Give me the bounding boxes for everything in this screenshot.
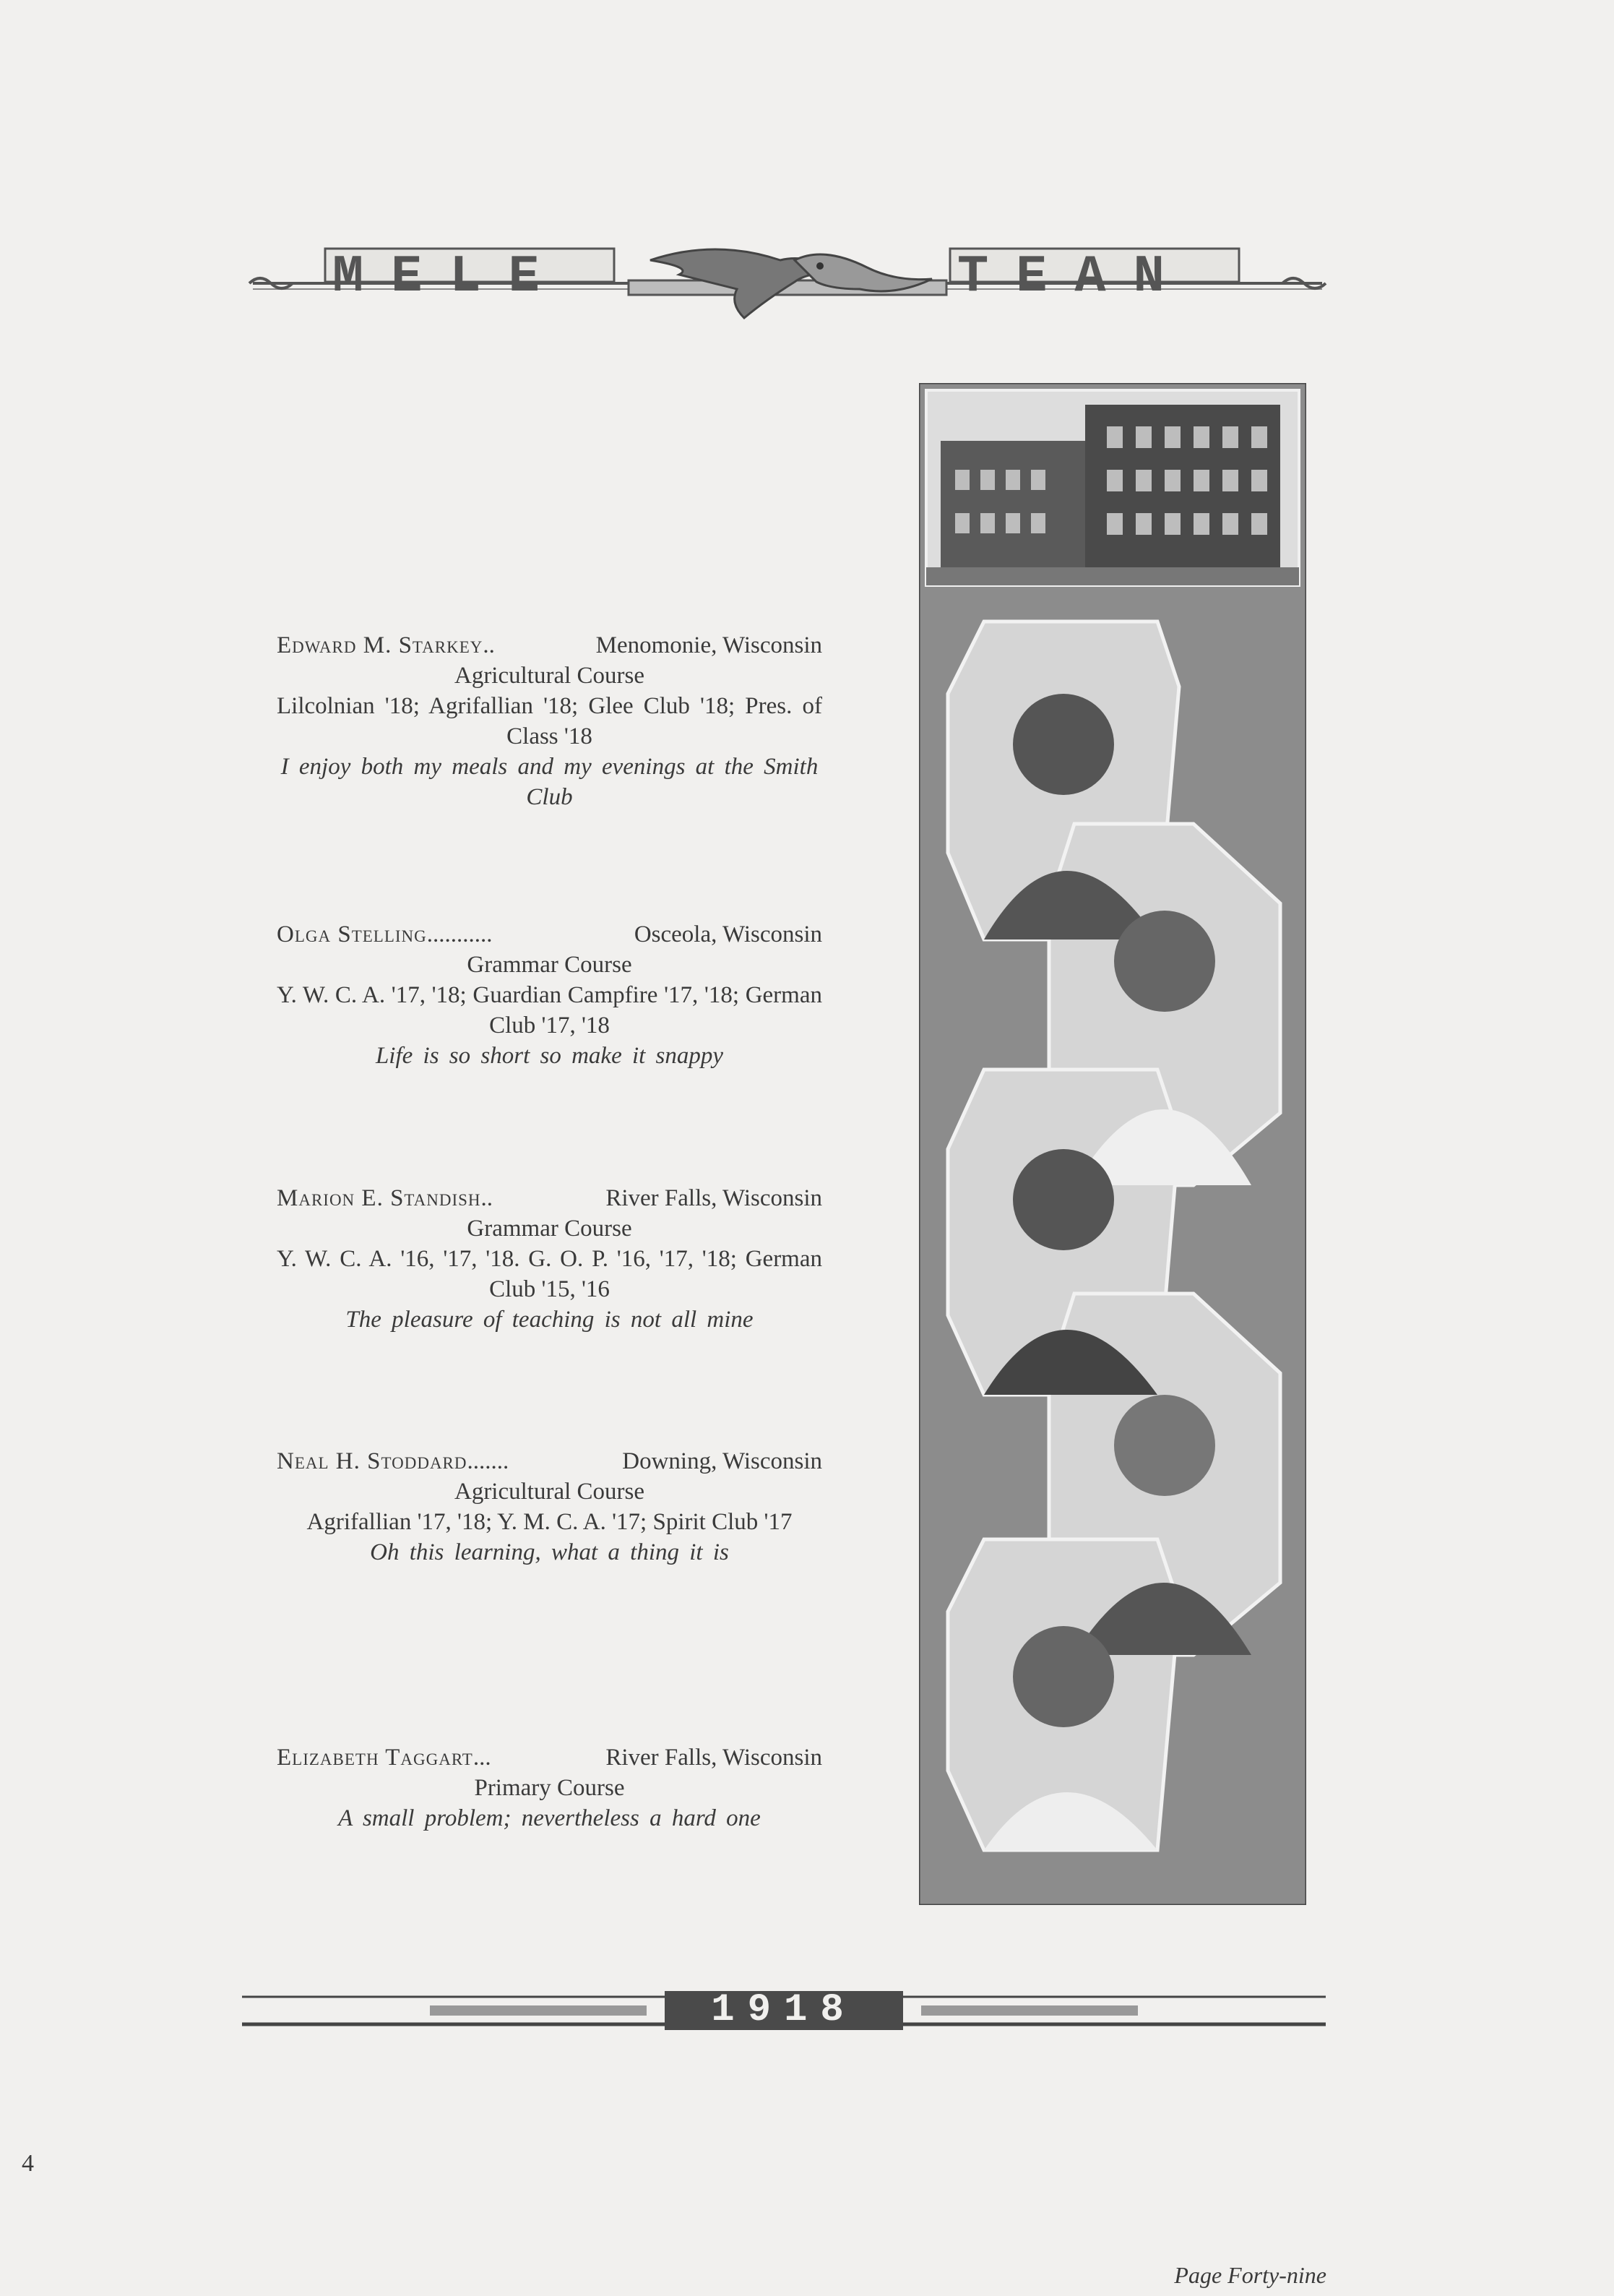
student-entry (277, 1446, 822, 1568)
margin-number: 4 (22, 2150, 34, 2177)
portrait-panel (919, 383, 1306, 1905)
student-entry (277, 630, 822, 812)
student-activities: Y. W. C. A. '17, '18; Guardian Campfire '17, '18; German Club '17, '18 (277, 982, 822, 1039)
student-name: Neal H. Stoddard (277, 1448, 467, 1474)
student-hometown: Osceola, Wisconsin (634, 921, 822, 947)
leader-dots: .. (483, 632, 495, 658)
page-label: Page Forty-nine (1174, 2262, 1326, 2288)
leader-dots: .. (480, 1185, 493, 1211)
student-hometown: River Falls, Wisconsin (605, 1745, 822, 1771)
student-entry (277, 919, 822, 1071)
masthead (246, 231, 1329, 332)
student-name: Elizabeth Taggart (277, 1745, 473, 1771)
masthead-left-word: MELE (332, 247, 567, 306)
school-building-photo (926, 390, 1299, 585)
leader-dots: ........... (426, 921, 493, 947)
student-activities: Y. W. C. A. '16, '17, '18. G. O. P. '16, '17, '18; German Club '15, '16 (277, 1246, 822, 1302)
student-quote: Oh this learning, what a thing it is (370, 1539, 729, 1565)
footer-year: 1918 (665, 1991, 903, 2030)
student-quote: Life is so short so make it snappy (375, 1043, 724, 1069)
student-entry (277, 1183, 822, 1335)
student-course: Agricultural Course (454, 663, 645, 689)
student-activities: Agrifallian '17, '18; Y. M. C. A. '17; Spirit Club '17 (306, 1509, 793, 1535)
photo-column (919, 383, 1306, 1905)
student-course: Grammar Course (467, 952, 632, 978)
masthead-right-word: TEAN (957, 247, 1192, 306)
footer-year-bar (242, 1988, 1326, 2034)
student-quote: The pleasure of teaching is not all mine (345, 1307, 754, 1333)
leader-dots: ....... (467, 1448, 509, 1474)
student-name: Olga Stelling (277, 921, 427, 947)
student-course: Primary Course (474, 1775, 625, 1801)
student-course: Agricultural Course (454, 1479, 645, 1505)
student-hometown: Menomonie, Wisconsin (595, 632, 822, 658)
student-course: Grammar Course (467, 1216, 632, 1242)
student-activities: Lilcolnian '18; Agrifallian '18; Glee Club '18; Pres. of Class '18 (277, 693, 822, 749)
student-name: Marion E. Standish (277, 1185, 481, 1211)
student-quote: A small problem; nevertheless a hard one (338, 1805, 761, 1831)
student-hometown: Downing, Wisconsin (622, 1448, 822, 1474)
student-entry (277, 1742, 822, 1833)
student-name: Edward M. Starkey (277, 632, 483, 658)
student-hometown: River Falls, Wisconsin (605, 1185, 822, 1211)
student-quote: I enjoy both my meals and my evenings at the Smith Club (280, 754, 819, 810)
leader-dots: ... (472, 1745, 491, 1771)
